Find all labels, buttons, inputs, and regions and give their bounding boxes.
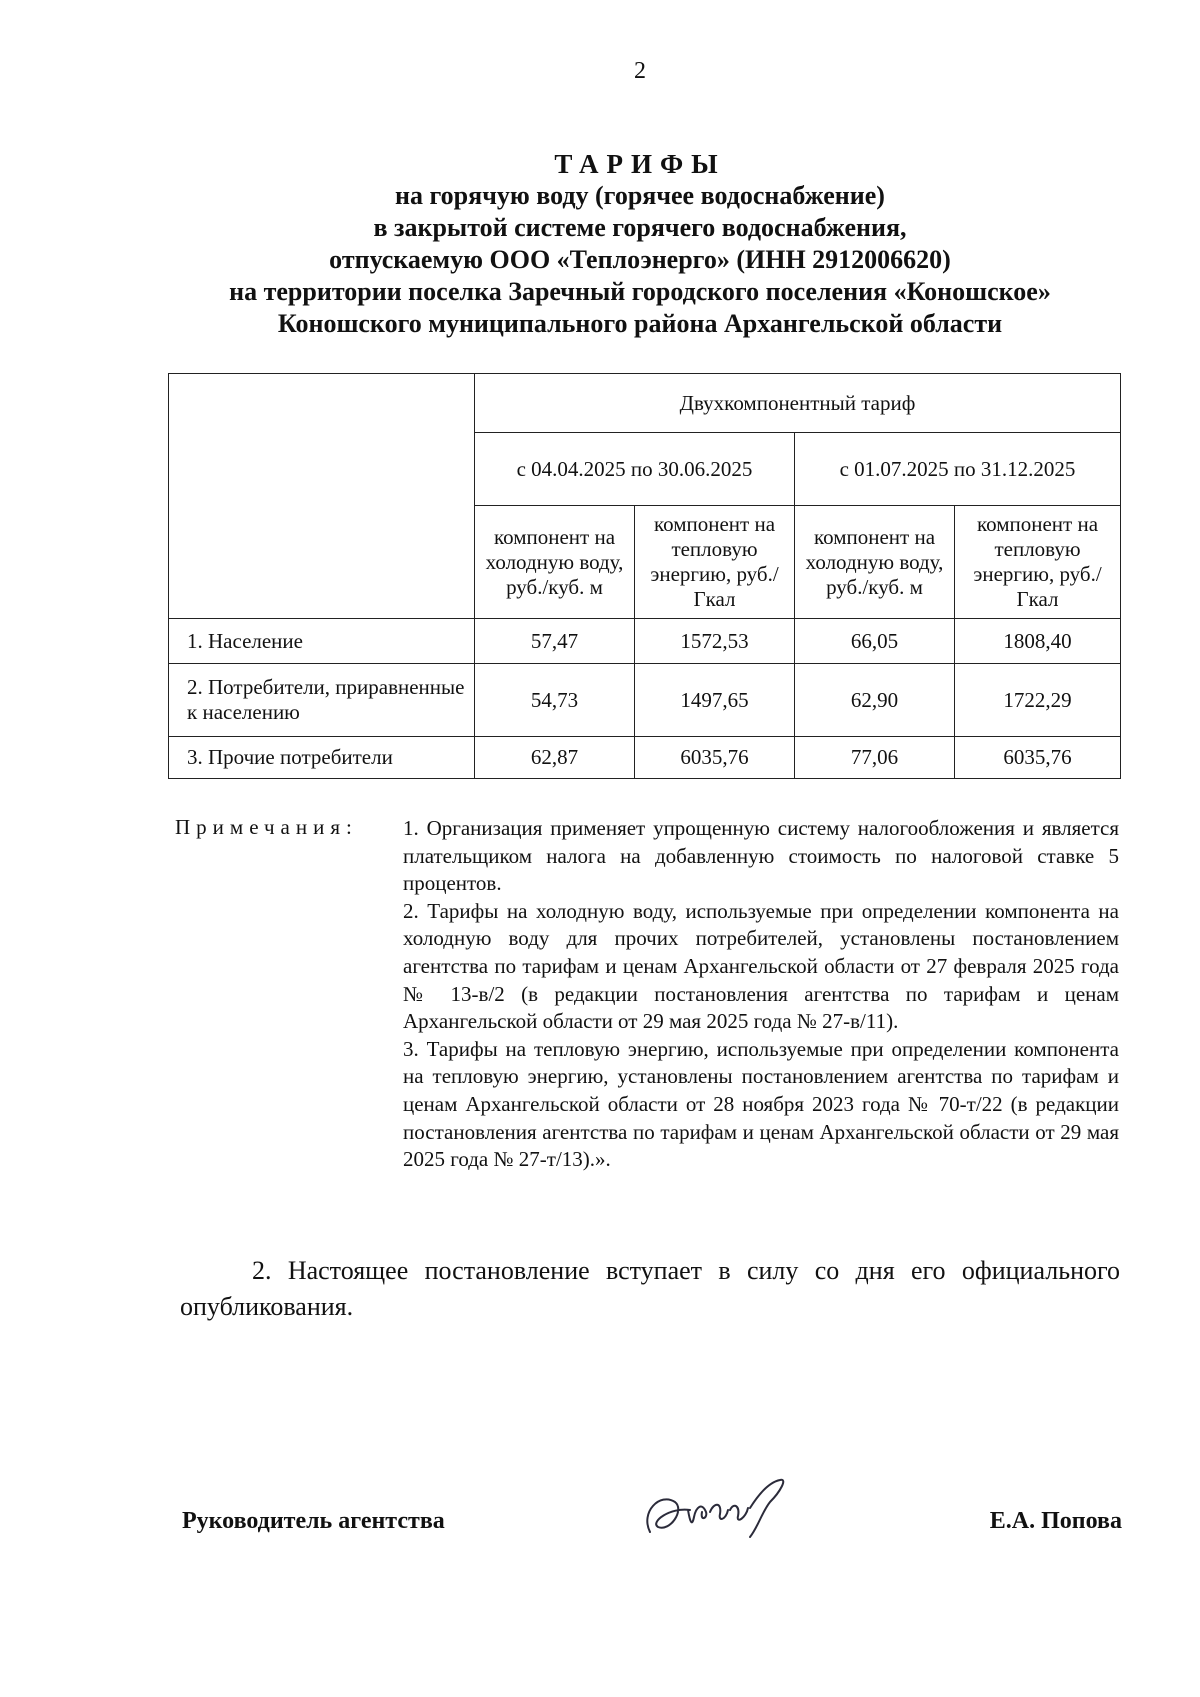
table-row: [169, 737, 1121, 779]
notes-label: Примечания:: [175, 815, 358, 839]
component-header: компонент на тепловую энергию, руб./Гкал: [635, 506, 795, 619]
title-line: Коношского муниципального района Архангельской области: [277, 309, 1003, 338]
title-line: на территории поселка Заречный городского поселения «Коношское»: [229, 277, 1051, 306]
tariff-type-header: Двухкомпонентный тариф: [475, 374, 1121, 433]
signatory-name: Е.А. Попова: [989, 1508, 1122, 1534]
table-cell: 66,05: [795, 619, 955, 664]
document-title: [130, 148, 1150, 340]
period-header: с 04.04.2025 по 30.06.2025: [475, 433, 795, 506]
signatory-role: Руководитель агентства: [182, 1508, 445, 1534]
note-item: 1. Организация применяет упрощенную систему налогообложения и является плательщиком налога на добавленную стоимость по налоговой ставке 5 процентов.: [403, 816, 1119, 896]
table-cell: 62,90: [795, 664, 955, 737]
title-line: отпускаемую ООО «Теплоэнерго» (ИНН 2912006620): [329, 245, 951, 274]
table-cell: 1722,29: [955, 664, 1121, 737]
table-cell: 77,06: [795, 737, 955, 779]
note-item: 2. Тарифы на холодную воду, используемые при определении компонента на холодную воду для прочих потребителей, установлены постановлением агентства по тарифам и ценам Архангельской области от 27 февраля 2025 года № 13-в/2 (в редакции постановления агентства по тарифам и ценам Архангельской области от 29 мая 2025 года № 27-в/11).: [403, 898, 1119, 1034]
tariff-table: [168, 373, 1121, 779]
title-line: на горячую воду (горячее водоснабжение): [395, 181, 885, 210]
period-header: с 01.07.2025 по 31.12.2025: [795, 433, 1121, 506]
table-cell: 1808,40: [955, 619, 1121, 664]
closing-paragraph: 2. Настоящее постановление вступает в силу со дня его официального опубликования.: [180, 1256, 1120, 1321]
table-row: [169, 664, 1121, 737]
table-cell: 6035,76: [955, 737, 1121, 779]
component-header: компонент на холодную воду, руб./куб. м: [475, 506, 635, 619]
row-label: 1. Население: [169, 619, 475, 664]
table-cell: 6035,76: [635, 737, 795, 779]
table-row: [169, 619, 1121, 664]
table-cell: 57,47: [475, 619, 635, 664]
note-item: 3. Тарифы на тепловую энергию, используемые при определении компонента на тепловую энергию, установлены постановлением агентства по тарифам и ценам Архангельской области от 28 ноября 2023 года № 70-т/22 (в редакции постановления агентства по тарифам и ценам Архангельской области от 29 мая 2025 года № 27-т/13).».: [403, 1036, 1119, 1172]
title-line: в закрытой системе горячего водоснабжения,: [373, 213, 907, 242]
row-label: 3. Прочие потребители: [169, 737, 475, 779]
table-cell: 1572,53: [635, 619, 795, 664]
page-number: 2: [634, 58, 646, 84]
component-header: компонент на холодную воду, руб./куб. м: [795, 506, 955, 619]
component-header: компонент на тепловую энергию, руб./Гкал: [955, 506, 1121, 619]
row-label: 2. Потребители, приравненные к населению: [169, 664, 475, 737]
table-cell: 1497,65: [635, 664, 795, 737]
notes: [403, 815, 1119, 1174]
table-cell: 54,73: [475, 664, 635, 737]
title-heading: ТАРИФЫ: [554, 149, 726, 179]
table-corner-cell: [169, 374, 475, 619]
table-cell: 62,87: [475, 737, 635, 779]
handwritten-signature: [630, 1472, 830, 1552]
